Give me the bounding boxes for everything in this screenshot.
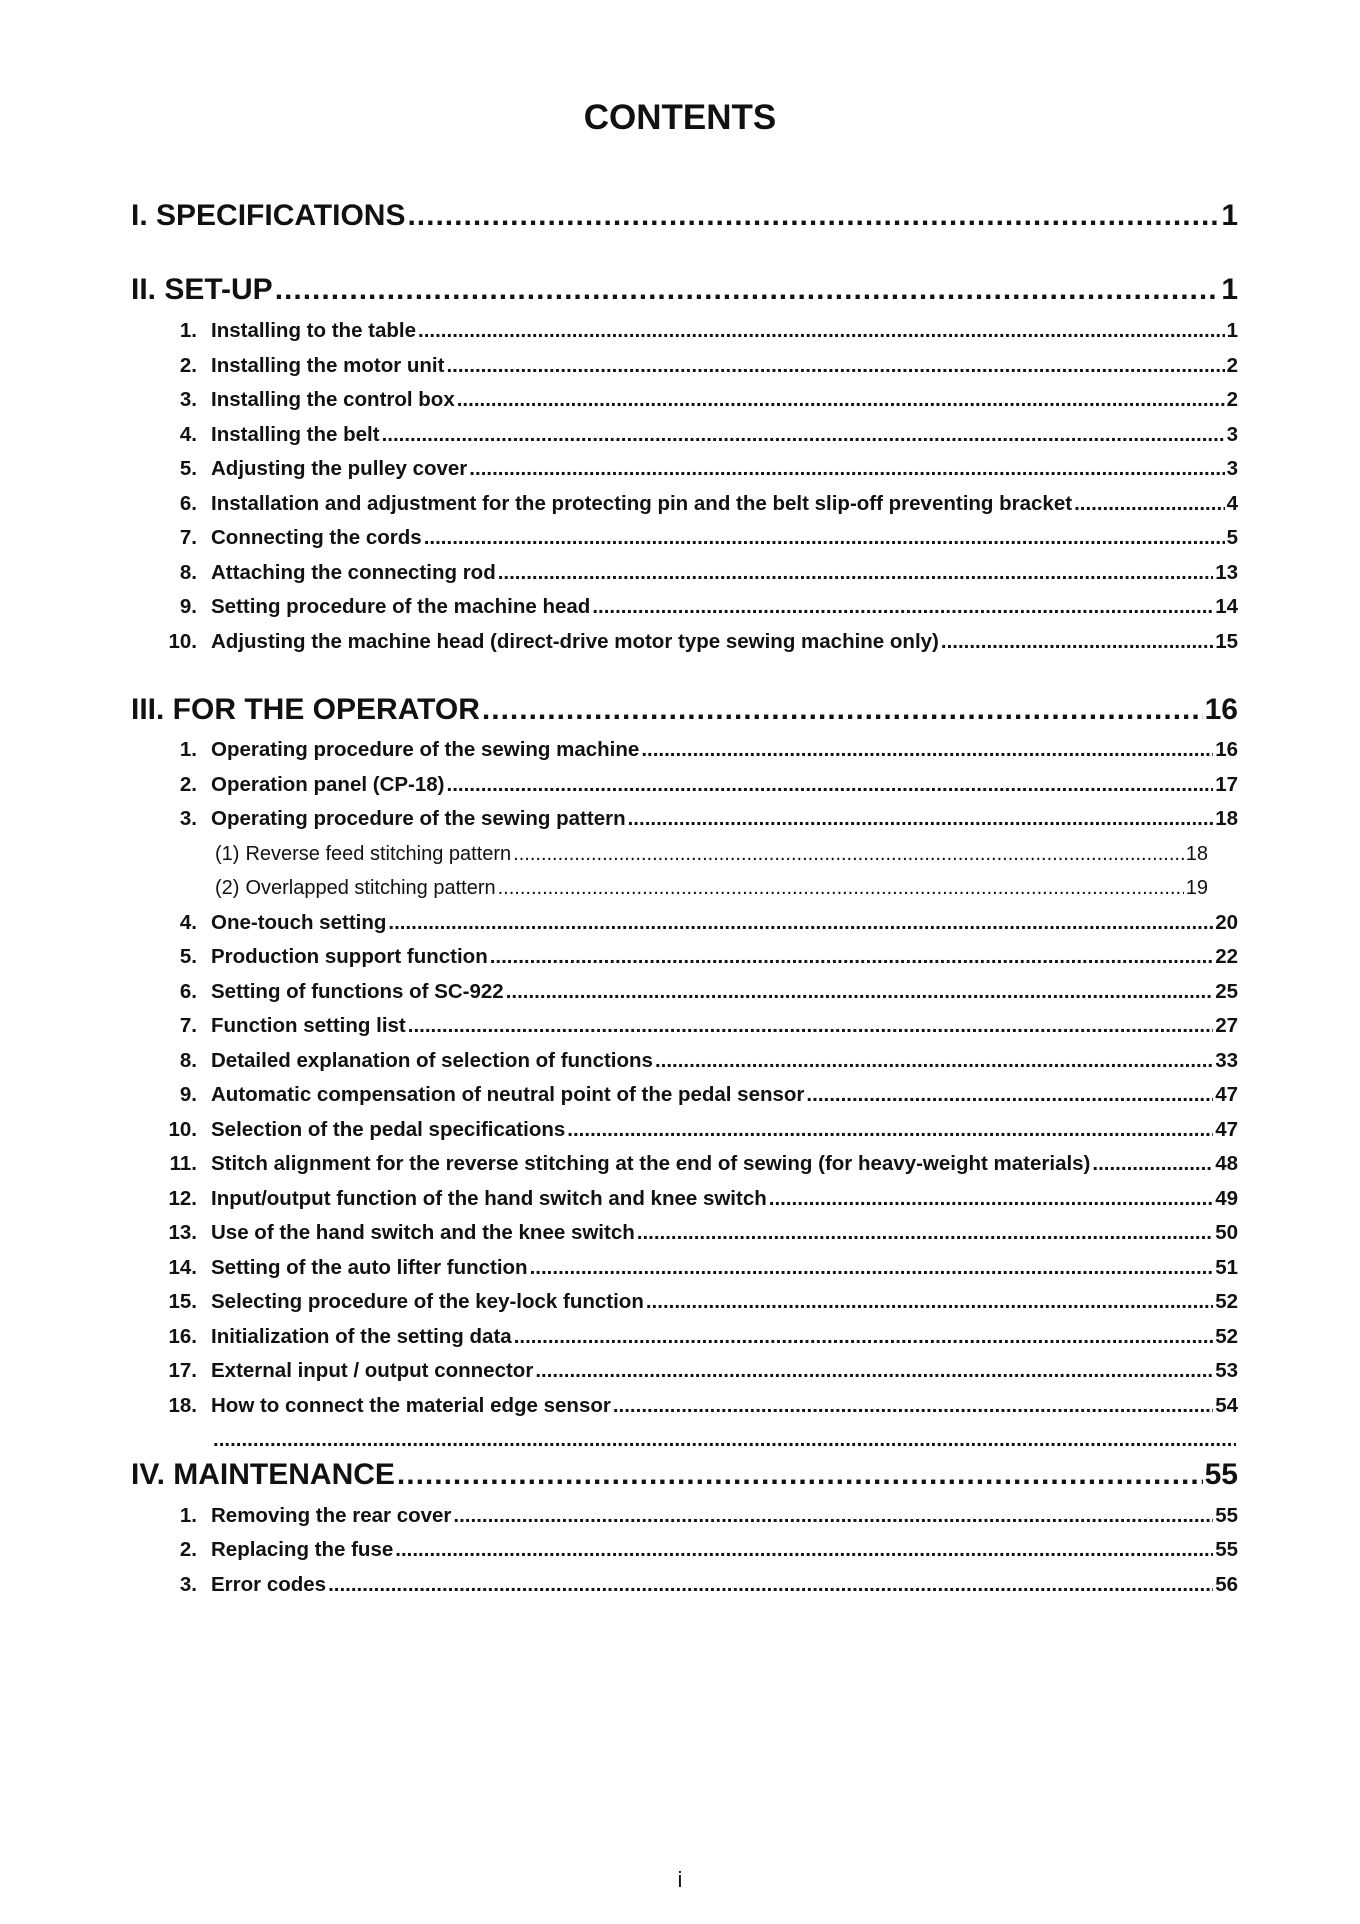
toc-page-number: 3 [1226, 423, 1238, 446]
toc-item-label: Operation panel (CP-18) [211, 773, 445, 796]
toc-page-number: 13 [1215, 561, 1238, 584]
toc-item-number: 3. [179, 1573, 197, 1596]
dot-leader [388, 909, 1213, 937]
toc-page-number: 16 [1204, 693, 1238, 726]
dot-leader [530, 1254, 1214, 1282]
dot-leader [446, 352, 1224, 380]
toc-item[interactable] [160, 1254, 1238, 1282]
dot-leader [806, 1081, 1213, 1109]
toc-item[interactable] [160, 386, 1238, 414]
toc-page-number: 50 [1215, 1221, 1238, 1244]
toc-item-label: Production support function [211, 945, 488, 968]
page-title: CONTENTS [583, 98, 777, 137]
toc-item-number: 8. [179, 1049, 197, 1072]
toc-item-label: Detailed explanation of selection of functions [211, 1049, 653, 1072]
dot-leader [490, 943, 1213, 971]
toc-item[interactable] [160, 736, 1238, 764]
toc-item[interactable] [160, 1502, 1238, 1530]
toc-page-number: 53 [1215, 1359, 1238, 1382]
toc-page-number: 20 [1215, 911, 1238, 934]
toc-item-number: 6. [179, 492, 197, 515]
toc-subitem-number: (1) [215, 843, 240, 865]
dot-leader [457, 386, 1225, 414]
dot-leader [941, 628, 1213, 656]
toc-item-number: 11. [169, 1152, 197, 1175]
toc-page-number: 18 [1215, 807, 1238, 830]
toc-item-number: 1. [179, 1504, 197, 1527]
toc-item-label: Setting of functions of SC-922 [211, 980, 504, 1003]
toc-item[interactable] [160, 978, 1238, 1006]
toc-item-label: External input / output connector [211, 1359, 534, 1382]
toc-item-label: Adjusting the machine head (direct-drive motor type sewing machine only) [211, 630, 939, 653]
dot-leader [482, 690, 1203, 730]
toc-item-number: 2. [179, 354, 197, 377]
toc-page-number: 48 [1215, 1152, 1238, 1175]
toc-page-number: 25 [1215, 980, 1238, 1003]
toc-item-number: 12. [168, 1187, 197, 1210]
toc-item-number: 4. [179, 423, 197, 446]
toc-section-label: III. FOR THE OPERATOR [131, 693, 480, 726]
toc-item[interactable] [160, 455, 1238, 483]
dot-leader [453, 1502, 1213, 1530]
dot-leader [275, 270, 1220, 310]
toc-item[interactable] [160, 490, 1238, 518]
dot-leader [418, 317, 1225, 345]
toc-item-number: 10. [168, 630, 197, 653]
toc-item-label: Connecting the cords [211, 526, 422, 549]
toc-section-label: II. SET-UP [131, 273, 273, 306]
dot-leader [1074, 490, 1225, 518]
toc-item-label: Selecting procedure of the key-lock function [211, 1290, 644, 1313]
toc-page-number: 1 [1221, 199, 1238, 232]
dot-leader [637, 1219, 1213, 1247]
toc-item-label: Use of the hand switch and the knee switch [211, 1221, 635, 1244]
toc-page-number: 3 [1226, 457, 1238, 480]
toc-page-number: 5 [1226, 526, 1238, 549]
toc-item[interactable] [160, 943, 1238, 971]
dot-leader [407, 196, 1219, 236]
toc-item[interactable] [160, 1571, 1238, 1599]
dot-leader [628, 805, 1214, 833]
dot-leader [382, 421, 1225, 449]
toc-item[interactable] [160, 805, 1238, 833]
toc-page-number: 4 [1226, 492, 1238, 515]
toc-item[interactable] [160, 909, 1238, 937]
toc-item-number: 18. [168, 1394, 197, 1417]
toc-page-number: 19 [1185, 877, 1208, 899]
toc-subitem[interactable] [215, 874, 1208, 902]
toc-item-label: Setting of the auto lifter function [211, 1256, 528, 1279]
toc-item-number: 7. [179, 1014, 197, 1037]
toc-item-label: Stitch alignment for the reverse stitching at the end of sewing (for heavy-weight materials) [211, 1152, 1091, 1175]
toc-item-number: 14. [168, 1256, 197, 1279]
dot-leader [506, 978, 1213, 1006]
toc-item[interactable] [160, 1219, 1238, 1247]
toc-section-maintenance[interactable] [131, 1455, 1238, 1495]
toc-item-number: 16. [168, 1325, 197, 1348]
toc-page-number: 54 [1215, 1394, 1238, 1417]
toc-subitem-number: (2) [215, 877, 240, 899]
toc-item-number: 2. [179, 1538, 197, 1561]
toc-item-label: Input/output function of the hand switch and knee switch [211, 1187, 767, 1210]
toc-page-number: 14 [1215, 595, 1238, 618]
toc-item-number: 5. [179, 945, 197, 968]
dot-leader [655, 1047, 1213, 1075]
toc-item-label: How to connect the material edge sensor [211, 1394, 611, 1417]
toc-item[interactable] [160, 421, 1238, 449]
toc-item-number: 3. [179, 388, 197, 411]
toc-item-label: One-touch setting [211, 911, 387, 934]
toc-item-label: Operating procedure of the sewing pattern [211, 807, 626, 830]
toc-item-label: Installing the control box [211, 388, 455, 411]
toc-item-number: 1. [179, 738, 197, 761]
toc-page-number: 2 [1226, 354, 1238, 377]
toc-item-label: Installing the motor unit [211, 354, 445, 377]
toc-page-number: 49 [1215, 1187, 1238, 1210]
toc-page-number: 56 [1215, 1573, 1238, 1596]
dot-leader [498, 874, 1184, 902]
toc-item[interactable] [160, 352, 1238, 380]
toc-item-label: Setting procedure of the machine head [211, 595, 591, 618]
toc-item[interactable] [160, 1392, 1238, 1420]
toc-item-label: Function setting list [211, 1014, 406, 1037]
toc-section-label: I. SPECIFICATIONS [131, 199, 406, 232]
toc-item-label: Selection of the pedal specifications [211, 1118, 566, 1141]
dot-leader [567, 1116, 1213, 1144]
toc-item-label: Adjusting the pulley cover [211, 457, 468, 480]
toc-item-label: Operating procedure of the sewing machine [211, 738, 640, 761]
toc-page-number: 47 [1215, 1118, 1238, 1141]
toc-item-label: Initialization of the setting data [211, 1325, 512, 1348]
toc-page-number: 16 [1215, 738, 1238, 761]
toc-item[interactable] [160, 1323, 1238, 1351]
dot-leader [408, 1012, 1213, 1040]
toc-page-number: 55 [1204, 1458, 1238, 1491]
toc-page-number: 22 [1215, 945, 1238, 968]
toc-item[interactable] [160, 1288, 1238, 1316]
toc-section-for-the-operator[interactable] [131, 690, 1238, 730]
toc-page-number: 27 [1215, 1014, 1238, 1037]
toc-page-number: 55 [1215, 1504, 1238, 1527]
toc-page-number: 1 [1226, 319, 1238, 342]
toc-item-number: 4. [179, 911, 197, 934]
toc-subitem-label: Overlapped stitching pattern [245, 877, 496, 899]
toc-page-number: 55 [1215, 1538, 1238, 1561]
toc-item-number: 9. [179, 1083, 197, 1106]
toc-section-set-up[interactable] [131, 270, 1238, 310]
toc-page-number: 33 [1215, 1049, 1238, 1072]
toc-page-number: 15 [1215, 630, 1238, 653]
toc-page-number: 52 [1215, 1325, 1238, 1348]
toc-item-label: Attaching the connecting rod [211, 561, 496, 584]
toc-item-label: Replacing the fuse [211, 1538, 394, 1561]
toc-item[interactable] [160, 593, 1238, 621]
toc-item[interactable] [160, 559, 1238, 587]
dot-leader [592, 593, 1213, 621]
toc-page-number: 47 [1215, 1083, 1238, 1106]
toc-item-number: 7. [179, 526, 197, 549]
toc-item-number: 1. [179, 319, 197, 342]
toc-item-number: 2. [179, 773, 197, 796]
toc-item[interactable] [160, 1116, 1238, 1144]
toc-item-label: Error codes [211, 1573, 327, 1596]
toc-item[interactable] [160, 1357, 1238, 1385]
toc-item-number: 9. [179, 595, 197, 618]
toc-item-label: Installation and adjustment for the protecting pin and the belt slip-off preventing bracket [211, 492, 1073, 515]
toc-subitem[interactable] [215, 840, 1208, 868]
toc-item[interactable] [160, 524, 1238, 552]
toc-item-label: Removing the rear cover [211, 1504, 452, 1527]
toc-item-number: 15. [168, 1290, 197, 1313]
toc-item-number: 10. [168, 1118, 197, 1141]
dot-leader [213, 1426, 1236, 1454]
toc-item[interactable] [160, 317, 1238, 345]
toc-item[interactable] [160, 1081, 1238, 1109]
dot-leader [469, 455, 1224, 483]
toc-section-specifications[interactable] [131, 196, 1238, 236]
toc-item[interactable] [160, 1150, 1238, 1178]
dot-leader [646, 1288, 1213, 1316]
toc-item[interactable] [160, 1047, 1238, 1075]
dot-leader [613, 1392, 1213, 1420]
footer-page-number: i [677, 1867, 683, 1892]
toc-item[interactable] [160, 1426, 1238, 1454]
toc-page-number: 18 [1185, 843, 1208, 865]
toc-subitem-label: Reverse feed stitching pattern [245, 843, 512, 865]
toc-item-label: Automatic compensation of neutral point of the pedal sensor [211, 1083, 805, 1106]
toc-item[interactable] [160, 628, 1238, 656]
toc-page-number: 1 [1221, 273, 1238, 306]
toc-item[interactable] [160, 1185, 1238, 1213]
toc-item-label: Installing the belt [211, 423, 380, 446]
dot-leader [397, 1455, 1203, 1495]
toc-section-label: IV. MAINTENANCE [131, 1458, 395, 1491]
dot-leader [395, 1536, 1213, 1564]
toc-item-number: 3. [179, 807, 197, 830]
toc-page-number: 52 [1215, 1290, 1238, 1313]
toc-item[interactable] [160, 1536, 1238, 1564]
toc-item[interactable] [160, 771, 1238, 799]
toc-page-number: 17 [1215, 773, 1238, 796]
dot-leader [328, 1571, 1213, 1599]
toc-item-number: 17. [168, 1359, 197, 1382]
toc-item-label: Installing to the table [211, 319, 417, 342]
toc-page-number: 51 [1215, 1256, 1238, 1279]
toc-page-number: 2 [1226, 388, 1238, 411]
dot-leader [447, 771, 1214, 799]
dot-leader [641, 736, 1213, 764]
toc-item-number: 13. [168, 1221, 197, 1244]
dot-leader [513, 840, 1184, 868]
dot-leader [769, 1185, 1213, 1213]
dot-leader [498, 559, 1213, 587]
toc-item-number: 5. [179, 457, 197, 480]
dot-leader [424, 524, 1225, 552]
toc-item[interactable] [160, 1012, 1238, 1040]
dot-leader [514, 1323, 1214, 1351]
dot-leader [1092, 1150, 1213, 1178]
toc-item-number: 6. [179, 980, 197, 1003]
toc-item-number: 8. [179, 561, 197, 584]
dot-leader [535, 1357, 1213, 1385]
